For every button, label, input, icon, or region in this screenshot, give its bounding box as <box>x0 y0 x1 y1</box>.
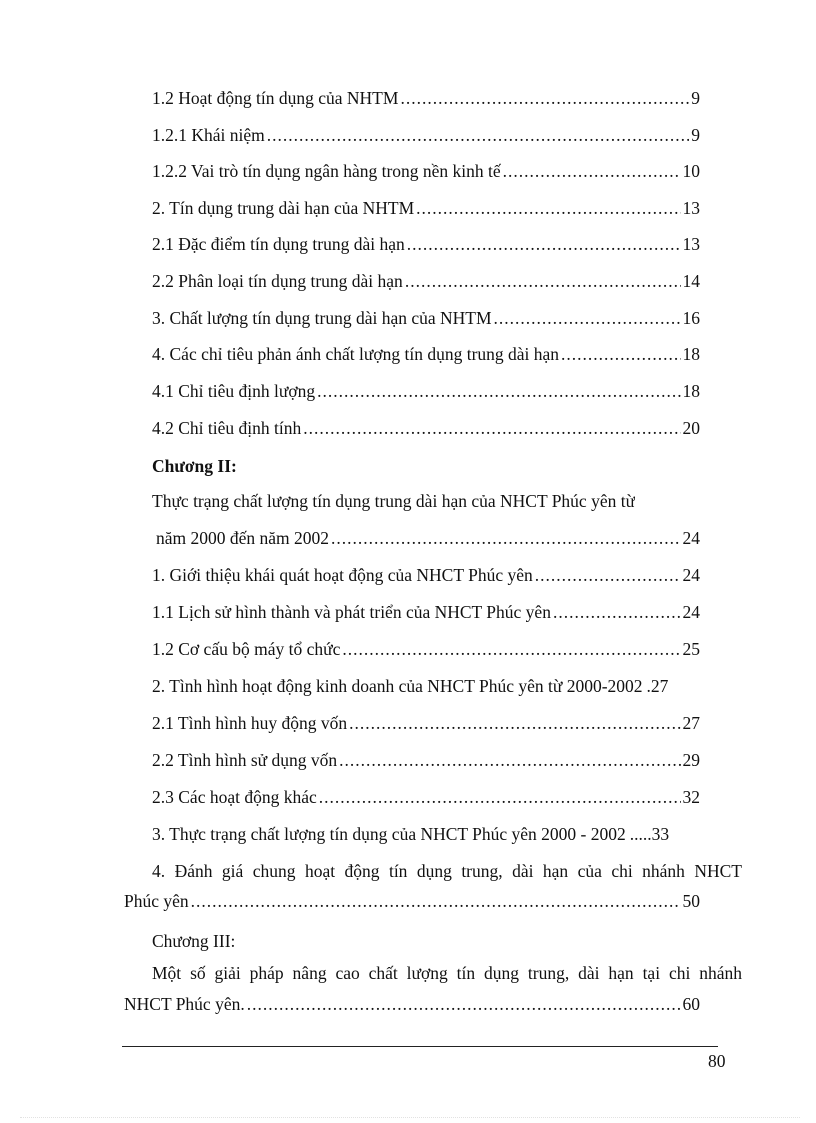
toc-entry-page: 24 <box>682 565 700 585</box>
toc-entry-title: 1.2.1 Khái niệm <box>152 125 265 145</box>
toc-entry-page: 14 <box>682 271 700 291</box>
dot-leader <box>535 564 681 586</box>
toc-entry[interactable] <box>152 307 700 329</box>
toc-entry-title: 3. Thực trạng chất lượng tín dụng của NHCT Phúc yên 2000 - 2002 <box>152 824 626 844</box>
dot-leader <box>342 638 680 660</box>
toc-entry-title: 4. Các chỉ tiêu phản ánh chất lượng tín dụng trung dài hạn <box>152 344 560 364</box>
toc-entry-page: 9 <box>691 88 700 108</box>
dot-leader <box>317 380 680 402</box>
toc-entry-title: 3. Chất lượng tín dụng trung dài hạn của NHTM <box>152 308 492 328</box>
toc-entry-title: 4.2 Chỉ tiêu định tính <box>152 418 302 438</box>
toc-entry-page: .27 <box>646 676 669 696</box>
toc-entry-page: 24 <box>682 602 700 622</box>
dot-leader <box>407 233 681 255</box>
toc-entry[interactable] <box>152 270 700 292</box>
chapter-2-title: Thực trạng chất lượng tín dụng trung dài hạn của NHCT Phúc yên từ <box>152 491 636 511</box>
toc-entry-title: 1.2 Cơ cấu bộ máy tổ chức <box>152 639 341 659</box>
page-number: 80 <box>708 1051 726 1071</box>
toc-entry[interactable] <box>152 417 700 439</box>
toc-entry[interactable] <box>152 601 700 623</box>
dot-leader <box>267 124 689 146</box>
toc-entry[interactable] <box>152 823 700 845</box>
dot-leader <box>416 197 680 219</box>
toc-entry[interactable] <box>152 564 700 586</box>
toc-entry-page: 60 <box>682 994 700 1014</box>
toc-entry-title: 2.1 Tình hình huy động vốn <box>152 713 348 733</box>
toc-entry-page: 27 <box>682 713 700 733</box>
toc-entry-page: 13 <box>682 234 700 254</box>
toc-entry[interactable] <box>152 380 700 402</box>
dot-leader <box>191 890 681 912</box>
toc-entry[interactable] <box>152 638 700 660</box>
dot-leader <box>319 786 681 808</box>
dot-leader <box>400 87 689 109</box>
chapter-3-title: Một số giải pháp nâng cao chất lượng tín dụng trung, dài hạn tại chi nhánh <box>152 963 742 983</box>
dot-leader <box>331 527 680 549</box>
toc-entry[interactable] <box>152 675 700 697</box>
toc-entry-page: 25 <box>682 639 700 659</box>
toc-entry[interactable] <box>152 749 700 771</box>
toc-entry[interactable] <box>152 233 700 255</box>
toc-entry-title: năm 2000 đến năm 2002 <box>156 528 330 548</box>
toc-entry[interactable] <box>124 993 700 1015</box>
toc-entry-page: 16 <box>682 308 700 328</box>
toc-entry[interactable] <box>152 124 700 146</box>
dot-leader <box>303 417 680 439</box>
toc-entry[interactable] <box>152 786 700 808</box>
toc-entry[interactable] <box>152 87 700 109</box>
toc-entry-page: 13 <box>682 198 700 218</box>
toc-entry-page: 29 <box>682 750 700 770</box>
toc-entry[interactable] <box>156 527 700 549</box>
toc-entry-title: 2. Tín dụng trung dài hạn của NHTM <box>152 198 415 218</box>
dot-leader <box>561 343 680 365</box>
dot-leader <box>349 712 680 734</box>
toc-entry-title: 2.2 Tình hình sử dụng vốn <box>152 750 338 770</box>
dot-leader <box>503 160 681 182</box>
toc-entry[interactable] <box>124 890 700 912</box>
toc-entry-title: 2.3 Các hoạt động khác <box>152 787 317 807</box>
chapter-3-heading: Chương III: <box>152 931 236 951</box>
toc-entry-page: 50 <box>682 891 700 911</box>
dot-leader <box>339 749 680 771</box>
toc-entry-page: 24 <box>682 528 700 548</box>
toc-entry-page: 18 <box>682 344 700 364</box>
footer-rule <box>122 1046 718 1047</box>
toc-entry-page: 18 <box>682 381 700 401</box>
toc-entry-title: 2.1 Đặc điểm tín dụng trung dài hạn <box>152 234 405 254</box>
toc-entry-title: 2. Tình hình hoạt động kinh doanh của NHCT Phúc yên từ 2000-2002 <box>152 676 643 696</box>
toc-entry-page: .....33 <box>629 824 670 844</box>
toc-entry-title: 1. Giới thiệu khái quát hoạt động của NHCT Phúc yên <box>152 565 533 585</box>
dot-leader <box>553 601 681 623</box>
dot-leader <box>405 270 681 292</box>
toc-entry-title: 1.2.2 Vai trò tín dụng ngân hàng trong nền kinh tế <box>152 161 501 181</box>
toc-entry-title: 4.1 Chỉ tiêu định lượng <box>152 381 316 401</box>
toc-entry[interactable] <box>152 160 700 182</box>
toc-entry-title: 2.2 Phân loại tín dụng trung dài hạn <box>152 271 403 291</box>
page-bottom-dotted-border <box>20 1117 800 1118</box>
toc-entry[interactable] <box>152 197 700 219</box>
toc-entry-page: 20 <box>682 418 700 438</box>
toc-entry-page: 10 <box>682 161 700 181</box>
toc-entry[interactable] <box>152 343 700 365</box>
dot-leader <box>494 307 681 329</box>
toc-entry-page: 9 <box>691 125 700 145</box>
toc-entry-title: NHCT Phúc yên. <box>124 994 245 1014</box>
toc-entry[interactable] <box>152 712 700 734</box>
toc-entry-page: 32 <box>682 787 700 807</box>
toc-item-4-line1: 4. Đánh giá chung hoạt động tín dụng trung, dài hạn của chi nhánh NHCT <box>152 861 742 881</box>
dot-leader <box>247 993 681 1015</box>
toc-entry-title: Phúc yên <box>124 891 189 911</box>
chapter-2-heading: Chương II: <box>152 456 237 476</box>
toc-entry-title: 1.1 Lịch sử hình thành và phát triển của NHCT Phúc yên <box>152 602 551 622</box>
toc-entry-title: 1.2 Hoạt động tín dụng của NHTM <box>152 88 399 108</box>
